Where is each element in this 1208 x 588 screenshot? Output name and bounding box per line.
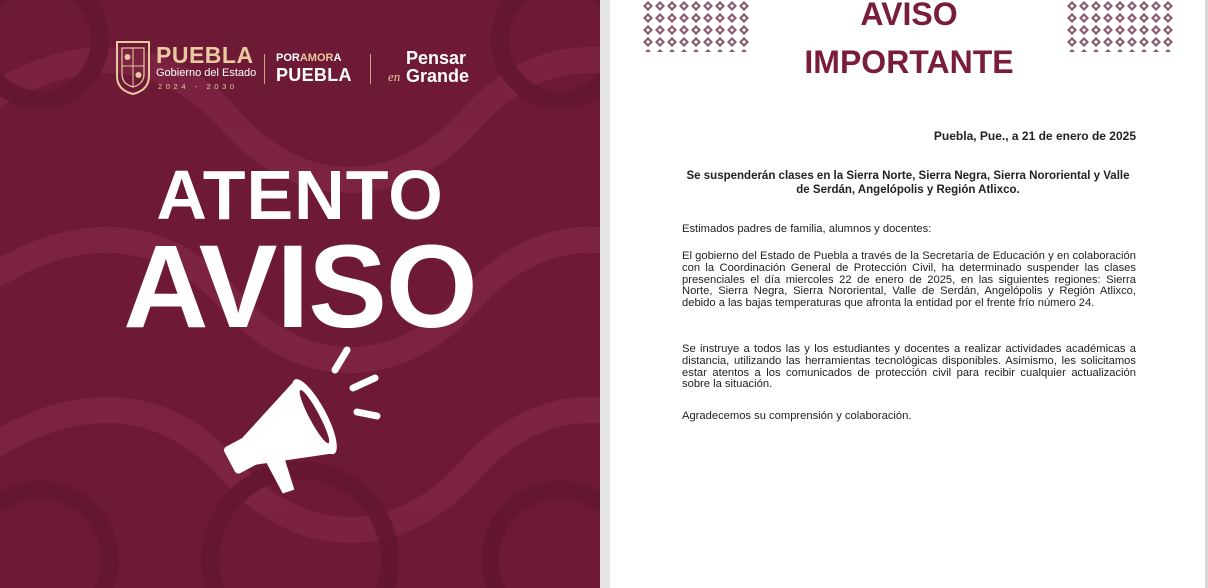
body-paragraph: El gobierno del Estado de Puebla a través de la Secretaría de Educación y en colaboración con la Coordinación General de Protección Civil, ha determinado suspender las clases presenciales el día miercoles 22 de enero de 2025, en las siguientes regiones: Sierra Norte, Sierra Negra, Sierra Nororiental, Valle de Serdán, Angelópolis y Región Atlixco, debido a las bajas temperaturas que afronta la entidad por el frente frío número 24. (682, 250, 1136, 310)
slogan-pensar: Pensar (406, 48, 467, 68)
slogan-en: en (388, 69, 401, 84)
document-subject: Se suspenderán clases en la Sierra Norte, Sierra Negra, Sierra Nororiental y Valle de Serdán, Angelópolis y Región Atlixco. (686, 170, 1130, 196)
document-title: AVISO (860, 0, 958, 32)
slogan-grande: Grande (406, 66, 470, 86)
closing-paragraph: Agradecemos su comprensión y colaboración. (682, 410, 912, 422)
slogan-puebla: PUEBLA (276, 65, 352, 85)
official-notice-document (610, 0, 1208, 588)
announcement-graphic (0, 0, 600, 588)
brand-subtitle: Gobierno del Estado (156, 67, 257, 79)
header-logos (112, 36, 492, 100)
document-date: Puebla, Pue., a 21 de enero de 2025 (933, 129, 1136, 143)
brand-years: 2024 - 2030 (158, 82, 238, 91)
document-title-second-line: IMPORTANTE (804, 44, 1014, 80)
salutation: Estimados padres de familia, alumnos y docentes: (682, 223, 932, 235)
body-paragraph: Se instruye a todos las y los estudiantes y docentes a realizar actividades académicas a distancia, utilizando las herramientas tecnológicas disponibles. Asimismo, les solicitamos estar atentos a los comunicados de protección civil para recibir cualquier actualización sobre la situación. (682, 343, 1136, 391)
logo-divider (370, 54, 371, 84)
logo-divider (264, 54, 265, 84)
heading-atento: ATENTO (156, 156, 444, 234)
heading-aviso: AVISO (123, 221, 477, 353)
brand-name: PUEBLA (156, 42, 254, 68)
state-coat-of-arms-icon (114, 38, 152, 96)
megaphone-icon (215, 340, 385, 495)
slogan-por-amor: PORAMORA (276, 52, 342, 64)
panel-divider (600, 0, 610, 588)
